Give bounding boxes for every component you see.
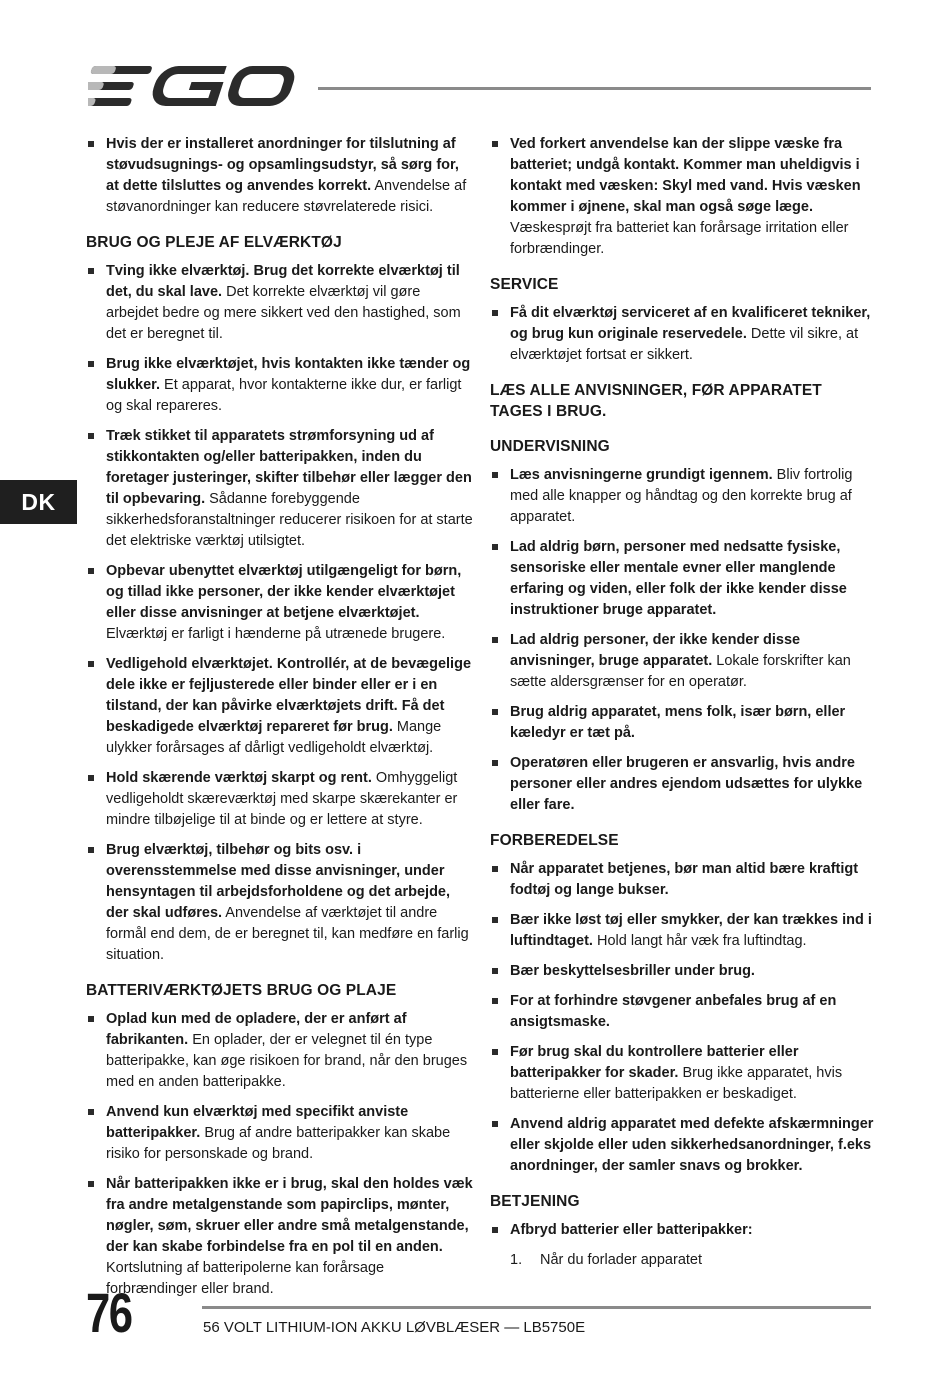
numbered-item: [490, 1250, 878, 1271]
bullet-icon: [492, 1049, 498, 1055]
right-column: [490, 134, 878, 1271]
list-item: Afbryd batterier eller batteripakker:: [490, 1220, 878, 1241]
bullet-icon: [88, 268, 94, 274]
list-item: Før brug skal du kontrollere batterier eller batteripakker for skader. Brug ikke apparatet, hvis batterierne eller batteripakken er beskadiget.: [490, 1042, 878, 1105]
list-item: Hold skærende værktøj skarpt og rent. Omhyggeligt vedligeholdt skæreværktøj med skarpe skærekanter er mindre tilbøjelige til at binde og er lettere at styre.: [86, 768, 474, 831]
list-item: Anvend kun elværktøj med specifikt anviste batteripakker. Brug af andre batteripakker kan skabe risiko for personskade og brand.: [86, 1102, 474, 1165]
bullet-icon: [88, 568, 94, 574]
item-text: Når du forlader apparatet: [540, 1252, 703, 1268]
bullet-icon: [88, 1109, 94, 1115]
list-item: Ved forkert anvendelse kan der slippe væske fra batteriet; undgå kontakt. Kommer man uheldigvis i kontakt med væsken: Skyl med vand. Hvis væsken kommer i øjnene, skal man også søge læge. Væskesprøjt fra batteriet kan forårsage irritation eller forbrændinger.: [490, 134, 878, 260]
list-item: Lad aldrig personer, der ikke kender disse anvisninger, bruge apparatet. Lokale forskrifter kan sætte aldersgrænser for en operatør.: [490, 630, 878, 693]
ego-logo: [88, 62, 300, 112]
section-heading: BRUG OG PLEJE AF ELVÆRKTØJ: [86, 234, 342, 251]
bullet-icon: [492, 637, 498, 643]
list-item: Brug elværktøj, tilbehør og bits osv. i overensstemmelse med disse anvisninger, under hensyntagen til arbejdsforholdene og det arbejde, der skal udføres. Anvendelse af værktøjet til andre formål end dem, de er beregnet til, kan medføre en farlig situation.: [86, 840, 474, 966]
page-number: 76: [86, 1281, 132, 1344]
bullet-icon: [492, 917, 498, 923]
list-item: Opbevar ubenyttet elværktøj utilgængeligt for børn, og tillad ikke personer, der ikke kender elværktøjet eller disse anvisninger at betjene elværktøjet. Elværktøj er farligt i hænderne på utrænede brugere.: [86, 561, 474, 645]
list-item: Anvend aldrig apparatet med defekte afskærmninger eller skjolde eller uden sikkerhedsanordninger, f.eks anordninger, der samler snavs og brokker.: [490, 1114, 878, 1177]
bullet-icon: [492, 709, 498, 715]
bullet-icon: [88, 1016, 94, 1022]
list-item: For at forhindre støvgener anbefales brug af en ansigtsmaske.: [490, 991, 878, 1033]
list-item: Bær beskyttelsesbriller under brug.: [490, 961, 878, 982]
bullet-icon: [492, 1121, 498, 1127]
left-column: [86, 134, 474, 1309]
bullet-icon: [88, 141, 94, 147]
bullet-icon: [492, 1227, 498, 1233]
list-item: Hvis der er installeret anordninger for tilslutning af støvudsugnings- og opsamlingsudstyr, så sørg for, at dette tilsluttes og anvendes korrekt. Anvendelse af støvanordninger kan reducere støvrelaterede risici.: [86, 134, 474, 218]
section-heading: UNDERVISNING: [490, 438, 610, 455]
footer-title: 56 VOLT LITHIUM-ION AKKU LØVBLÆSER — LB5750E: [203, 1319, 586, 1336]
section-heading: SERVICE: [490, 276, 559, 293]
bullet-icon: [492, 310, 498, 316]
section-heading: FORBEREDELSE: [490, 832, 619, 849]
section-heading: BETJENING: [490, 1193, 580, 1210]
list-item: Brug ikke elværktøjet, hvis kontakten ikke tænder og slukker. Et apparat, hvor kontakterne ikke dur, er farligt og skal repareres.: [86, 354, 474, 417]
list-item: Bær ikke løst tøj eller smykker, der kan trækkes ind i luftindtaget. Hold langt hår væk fra luftindtag.: [490, 910, 878, 952]
bullet-icon: [492, 760, 498, 766]
bullet-icon: [492, 544, 498, 550]
list-item: Vedligehold elværktøjet. Kontrollér, at de bevægelige dele ikke er fejljusterede eller binder eller er i en tilstand, der kan påvirke elværktøjets drift. Få det beskadigede elværktøj repareret før brug. Mange ulykker forårsages af dårligt vedligeholdt elværktøj.: [86, 654, 474, 759]
bullet-icon: [492, 998, 498, 1004]
bullet-icon: [88, 433, 94, 439]
bullet-icon: [88, 661, 94, 667]
list-item: Når apparatet betjenes, bør man altid bære kraftigt fodtøj og lange bukser.: [490, 859, 878, 901]
list-item: Træk stikket til apparatets strømforsyning ud af stikkontakten og/eller batteripakken, inden du foretager justeringer, skifter tilbehør eller lægger den til opbevaring. Sådanne forebyggende sikkerhedsforanstaltninger reducerer risikoen for at starte det elektriske værktøj utilsigtet.: [86, 426, 474, 552]
section-heading: LÆS ALLE ANVISNINGER, FØR APPARATET TAGES I BRUG.: [490, 382, 822, 420]
footer-rule: [202, 1306, 871, 1309]
bullet-icon: [492, 866, 498, 872]
list-item: Brug aldrig apparatet, mens folk, især børn, eller kæledyr er tæt på.: [490, 702, 878, 744]
list-item: Lad aldrig børn, personer med nedsatte fysiske, sensoriske eller mentale evner eller manglende erfaring og viden, eller folk der ikke kender disse instruktioner bruge apparatet.: [490, 537, 878, 621]
bullet-icon: [492, 968, 498, 974]
bullet-icon: [492, 141, 498, 147]
list-item: Tving ikke elværktøj. Brug det korrekte elværktøj til det, du skal lave. Det korrekte elværktøj vil gøre arbejdet bedre og mere sikkert ved den hastighed, som det er beregnet til.: [86, 261, 474, 345]
list-item: Operatøren eller brugeren er ansvarlig, hvis andre personer eller andres ejendom udsættes for ulykke eller fare.: [490, 753, 878, 816]
header-rule: [318, 87, 871, 90]
bullet-icon: [88, 847, 94, 853]
section-heading: BATTERIVÆRKTØJETS BRUG OG PLAJE: [86, 982, 397, 999]
bullet-icon: [88, 1181, 94, 1187]
list-item: Få dit elværktøj serviceret af en kvalificeret tekniker, og brug kun originale reservedele. Dette vil sikre, at elværktøjet fortsat er sikkert.: [490, 303, 878, 366]
list-item: Når batteripakken ikke er i brug, skal den holdes væk fra andre metalgenstande som papirclips, mønter, nøgler, søm, skruer eller andre små metalgenstande, der kan skabe forbindelse fra en pol til en anden. Kortslutning af batteripolerne kan forårsage forbrændinger eller brand.: [86, 1174, 474, 1300]
list-item: Læs anvisningerne grundigt igennem. Bliv fortrolig med alle knapper og håndtag og den korrekte brug af apparatet.: [490, 465, 878, 528]
list-item: Oplad kun med de opladere, der er anført af fabrikanten. En oplader, der er velegnet til én type batteripakke, kan øge risikoen for brand, når den bruges med en anden batteripakke.: [86, 1009, 474, 1093]
bullet-icon: [88, 775, 94, 781]
bullet-icon: [492, 472, 498, 478]
item-number: 1.: [510, 1252, 523, 1268]
bullet-icon: [88, 361, 94, 367]
language-tab: DK: [0, 480, 77, 524]
